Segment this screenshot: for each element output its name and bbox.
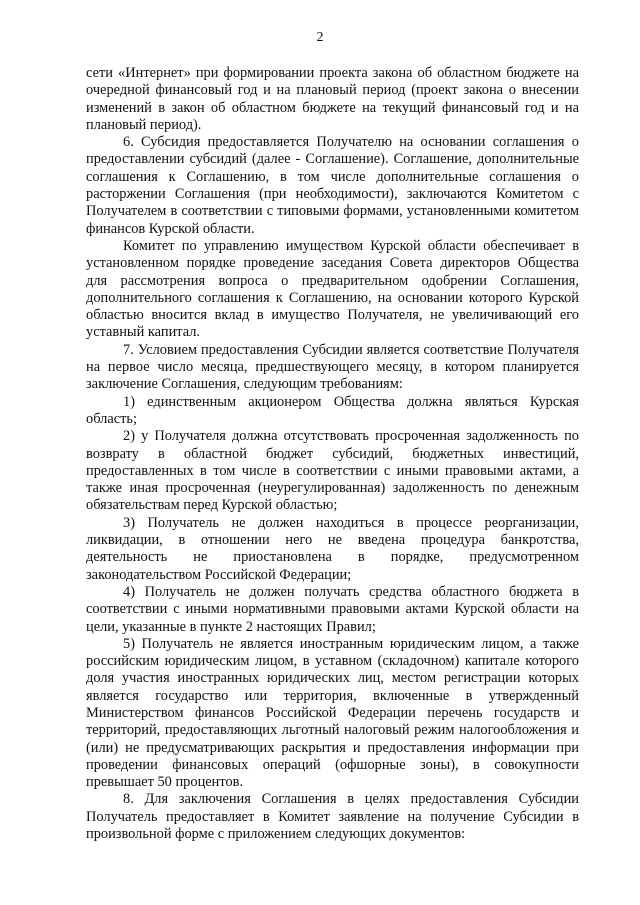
paragraph-requirement-2: 2) у Получателя должна отсутствовать просроченная задолженность по возврату в областной бюджет субсидий, бюджетных инвестиций, предоставленных в том числе в соответствии с иными правовыми актами, а также иная просроченная (неурегулированная) задолженность по денежным обязательствам перед Курской областью; [86, 428, 579, 514]
paragraph-item-8: 8. Для заключения Соглашения в целях предоставления Субсидии Получатель предоставляет в Комитет заявление на получение Субсидии в произвольной форме с приложением следующих документов: [86, 791, 579, 843]
paragraph-item-7: 7. Условием предоставления Субсидии является соответствие Получателя на первое число месяца, предшествующего месяцу, в котором планируется заключение Соглашения, следующим требованиям: [86, 341, 579, 393]
paragraph-requirement-3: 3) Получатель не должен находиться в процессе реорганизации, ликвидации, в отношении него не введена процедура банкротства, деятельность не приостановлена в порядке, предусмотренном законодательством Российской Федерации; [86, 514, 579, 583]
paragraph-property-committee: Комитет по управлению имуществом Курской области обеспечивает в установленном порядке проведение заседания Совета директоров Общества для рассмотрения вопроса о предварительном одобрении Соглашения, дополнительного соглашения к Соглашению, на основании которого Курской областью вносится вклад в имущество Получателя, не увеличивающий его уставный капитал. [86, 237, 579, 341]
paragraph-item-6: 6. Субсидия предоставляется Получателю на основании соглашения о предоставлении субсидий (далее - Соглашение). Соглашение, дополнительные соглашения к Соглашению, в том числе дополнительные соглашения о расторжении Соглашения (при необходимости), заключаются Комитетом с Получателем в соответствии с типовыми формами, установленными комитетом финансов Курской области. [86, 134, 579, 237]
paragraph-requirement-5: 5) Получатель не является иностранным юридическим лицом, а также российским юридическим лицом, в уставном (складочном) капитале которого доля участия иностранных юридических лиц, местом регистрации которых является государство или территория, включенные в утвержденный Министерством финансов Российской Федерации перечень государств и территорий, предоставляющих льготный налоговый режим налогообложения и (или) не предусматривающих раскрытия и предоставления информации при проведении финансовых операций (офшорные зоны), в совокупности превышает 50 процентов. [86, 635, 579, 791]
paragraph-continuation: сети «Интернет» при формировании проекта закона об областном бюджете на очередной финансовый год и на плановый период (проект закона о внесении изменений в закон об областном бюджете на текущий финансовый год и на плановый период). [86, 65, 579, 133]
paragraph-requirement-1: 1) единственным акционером Общества должна являться Курская область; [86, 393, 579, 427]
page-number: 2 [316, 30, 324, 45]
paragraph-requirement-4: 4) Получатель не должен получать средства областного бюджета в соответствии с иными нормативными правовыми актами Курской области на цели, указанные в пункте 2 настоящих Правил; [86, 583, 579, 635]
document-body [86, 65, 579, 843]
